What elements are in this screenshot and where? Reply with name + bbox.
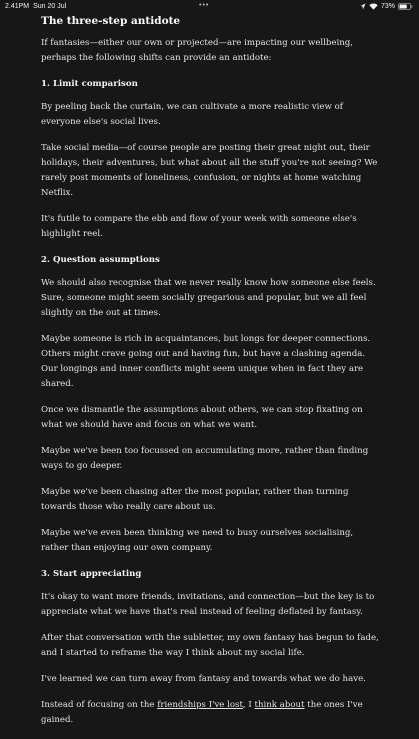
- paragraph: We should also recognise that we never really know how someone else feels. Sure, someone might seem socially gregarious and popular, but we all feel slightly on the out at times.: [41, 277, 376, 318]
- paragraph: I've learned we can turn away from fantasy and towards what we do have.: [41, 673, 366, 684]
- paragraph: After that conversation with the subletter, my own fantasy has begun to fade, and I started to reframe the way I think about my social life.: [41, 632, 379, 658]
- status-time: 2.41PM: [5, 3, 30, 10]
- paragraph: Maybe someone is rich in acquaintances, but longs for deeper connections. Others might crave going out and having fun, but have a clashing agenda. Our longings and inner conflicts might seem unique when in fact they are shared.: [41, 333, 371, 389]
- last-paragraph: [41, 698, 381, 728]
- link-think-about[interactable]: think about: [254, 699, 305, 710]
- paragraph: Maybe we've been too focussed on accumulating more, rather than finding ways to go deeper.: [41, 445, 369, 471]
- status-date: Sun 20 Jul: [33, 3, 67, 10]
- paragraph: It's okay to want more friends, invitations, and connection—but the key is to appreciate what we have that's real instead of feeling deflated by fantasy.: [41, 591, 375, 617]
- article-intro: If fantasies—either our own or projected—are impacting our wellbeing, perhaps the following shifts can provide an antidote:: [41, 37, 354, 63]
- section-heading-limit-comparison: 1. Limit comparison: [41, 78, 138, 89]
- text-fragment: Instead of focusing on the: [41, 699, 158, 710]
- battery-percent: 73%: [380, 3, 395, 10]
- battery-icon: [398, 3, 413, 10]
- location-icon: [360, 3, 366, 10]
- paragraph: Once we dismantle the assumptions about others, we can stop fixating on what we should have and focus on what we want.: [41, 404, 363, 430]
- paragraph: Take social media—of course people are posting their great night out, their holidays, their adventures, but what about all the stuff you're not seeing? We rarely post moments of loneliness, confusion, or nights at home watching Netflix.: [41, 142, 378, 198]
- article-title: The three-step antidote: [41, 15, 181, 27]
- paragraph: By peeling back the curtain, we can cultivate a more realistic view of everyone else's social lives.: [41, 101, 343, 127]
- wifi-icon: [369, 3, 378, 10]
- text-fragment: , I: [242, 699, 255, 710]
- status-indicators: [360, 3, 413, 10]
- text-fragment: the ones I've gained.: [41, 699, 363, 725]
- section-heading-start-appreciating: 3. Start appreciating: [41, 568, 142, 579]
- link-friendships-lost[interactable]: friendships I've lost: [157, 699, 243, 710]
- multitasking-dots-icon[interactable]: •••: [199, 2, 210, 9]
- status-bar: [0, 0, 419, 14]
- paragraph: Maybe we've even been thinking we need to busy ourselves socialising, rather than enjoying our own company.: [41, 527, 354, 553]
- status-time-date: [5, 3, 66, 10]
- paragraph: It's futile to compare the ebb and flow of your week with someone else's highlight reel.: [41, 213, 357, 239]
- paragraph: Maybe we've been chasing after the most popular, rather than turning towards those who really care about us.: [41, 486, 349, 512]
- section-heading-question-assumptions: 2. Question assumptions: [41, 254, 160, 265]
- article-body: [41, 15, 381, 739]
